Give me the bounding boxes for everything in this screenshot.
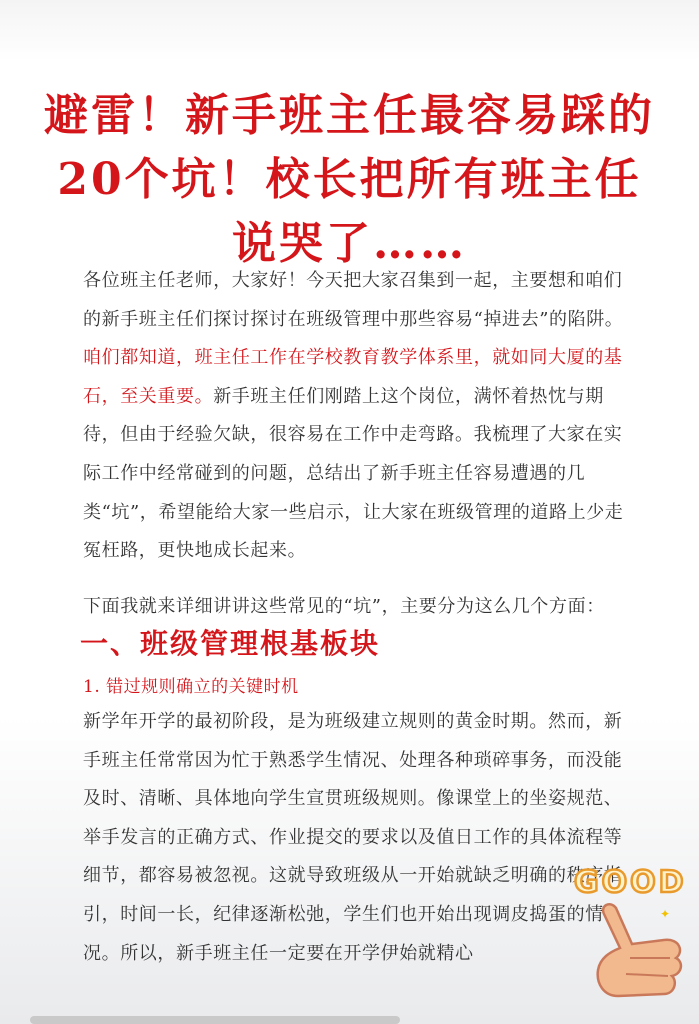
intro-highlight: 咱们都知道，班主任工作在学校教育教学体系里，就如同大厦的基石，至关重要。 xyxy=(83,347,623,407)
intro-text-part2: 新手班主任们刚踏上这个岗位，满怀着热忱与期待，但由于经验欠缺，很容易在工作中走弯路。我梳理了大家在实际工作中经常碰到的问题，总结出了新手班主任容易遭遇的几类“坑”，希望能给大家一些启示，让大家在班级管理的道路上少走冤枉路，更快地成长起来。 xyxy=(83,385,624,562)
horizontal-scrollbar[interactable] xyxy=(30,1016,400,1024)
section-paragraph: 新学年开学的最初阶段，是为班级建立规则的黄金时期。然而，新手班主任常常因为忙于熟悉学生情况、处理各种琐碎事务，而没能及时、清晰、具体地向学生宣贯班级规则。像课堂上的坐姿规范、举手发言的正确方式、作业提交的要求以及值日工作的具体流程等细节，都容易被忽视。这就导致班级从一开始就缺乏明确的秩序指引，时间一长，纪律逐渐松弛，学生们也开始出现调皮捣蛋的情况。所以，新手班主任一定要在开学伊始就精心 xyxy=(83,711,623,964)
intro-paragraph xyxy=(83,262,625,571)
transition-paragraph: 下面我就来详细讲讲这些常见的“坑”，主要分为这么几个方面： xyxy=(83,596,605,617)
subsection-heading: 1. 错过规则确立的关键时机 xyxy=(83,677,299,697)
sparkle-icon: ✦ xyxy=(660,907,671,921)
good-text: GOOD xyxy=(574,865,687,900)
article-title: 避雷！新手班主任最容易踩的20个坑！校长把所有班主任说哭了…… xyxy=(44,90,655,269)
intro-text-part1: 各位班主任老师，大家好！今天把大家召集到一起，主要想和咱们的新手班主任们探讨探讨在班级管理中那些容易“掉进去”的陷阱。 xyxy=(83,270,624,330)
section-heading: 一、班级管理根基板块 xyxy=(80,627,381,660)
thumbs-up-good-sticker xyxy=(560,862,699,1012)
